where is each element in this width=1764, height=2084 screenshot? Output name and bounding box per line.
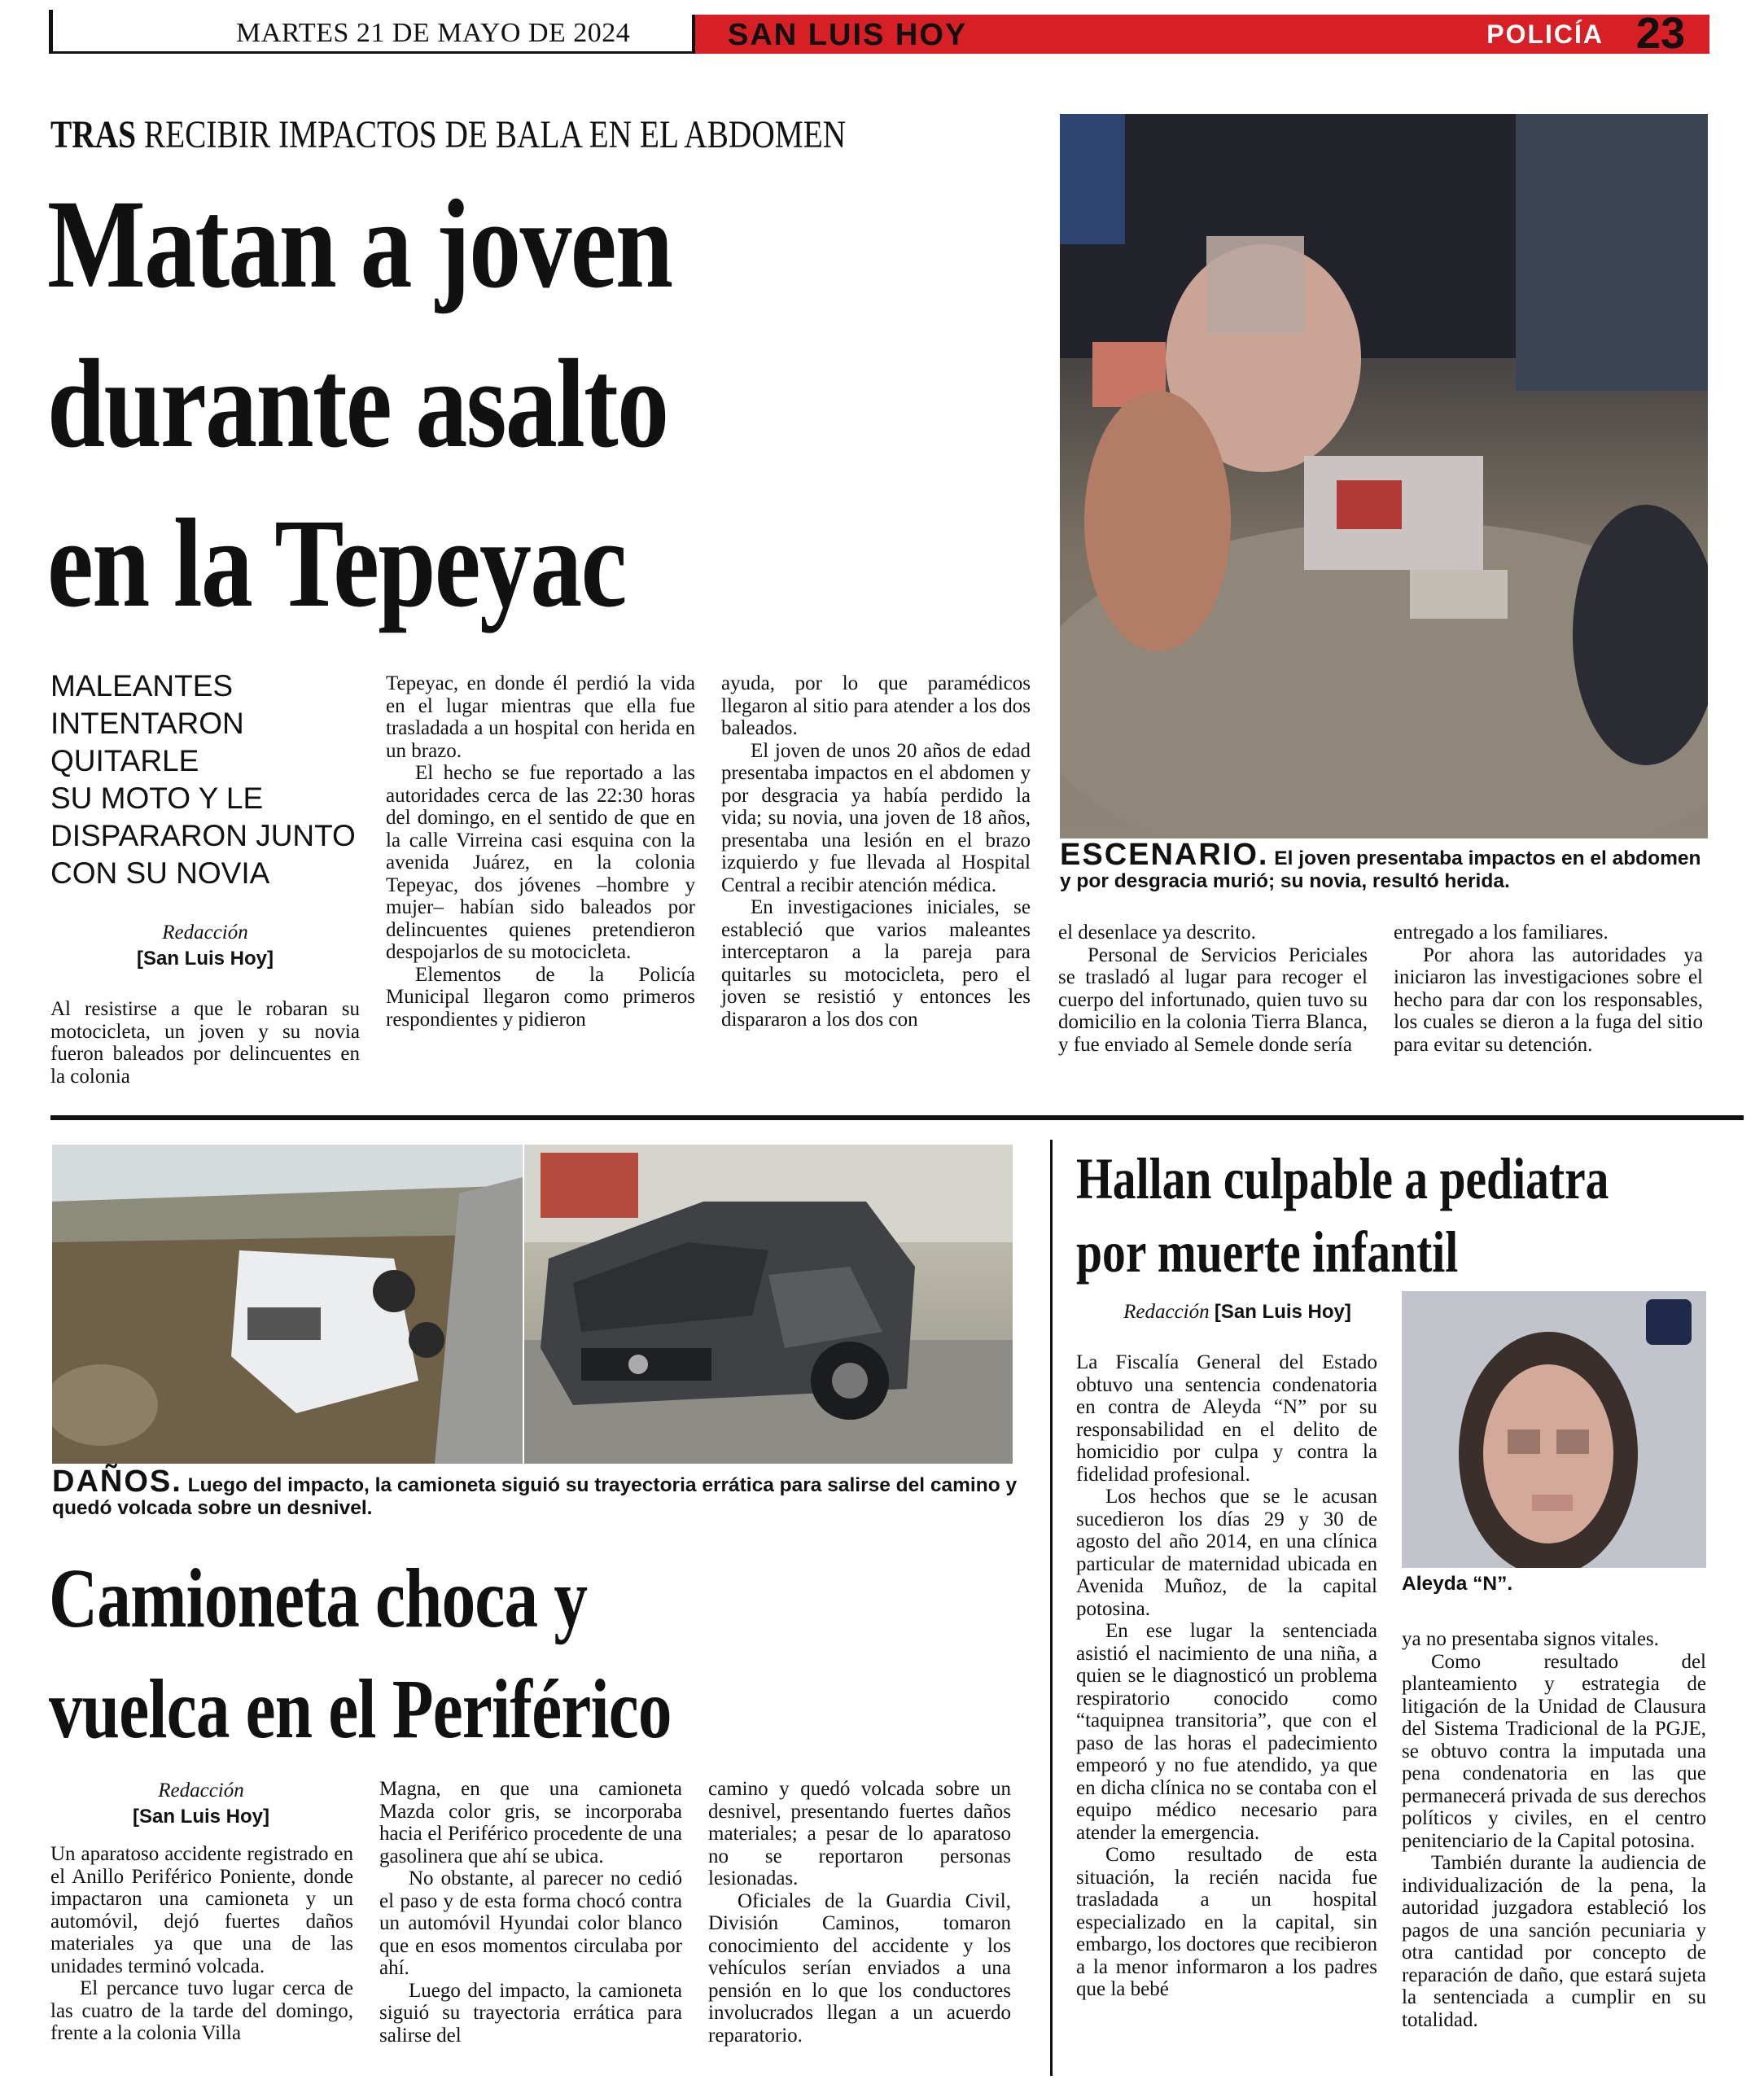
paragraph: La Fiscalía General del Estado obtuvo una sentencia condenatoria en contra de Aleyda “N” por su responsabilidad en el delito de homicidio por culpa y contra la fidelidad profesional. xyxy=(1076,1351,1377,1486)
paragraph: Al resistirse a que le robaran su motocicleta, un joven y su novia fueron baleados por delincuentes en la colonia xyxy=(50,998,360,1088)
kicker-bold: TRAS xyxy=(50,113,136,156)
subhead-line: MALEANTES xyxy=(50,669,234,703)
crime-scene-illustration xyxy=(1060,114,1708,838)
subhead-line: CON SU NOVIA xyxy=(50,856,270,890)
paragraph: Elementos de la Policía Municipal llegaron como primeros respondientes y pidieron xyxy=(386,963,695,1031)
story2-photo-caption xyxy=(52,1464,1029,1520)
section-name: POLICÍA xyxy=(1486,20,1604,49)
paragraph: Como resultado del planteamiento y estrategia de litigación de la Unidad de Clausura del Sistema Tradicional de la PGJE, se obtuvo contra la imputada una pena condenatoria en las que permanecerá privada de sus derechos políticos y civiles, en el centro penitenciario de la Capital potosina. xyxy=(1402,1650,1706,1852)
issue-date: MARTES 21 DE MAYO DE 2024 xyxy=(236,18,631,48)
story1-byline xyxy=(50,920,360,972)
paragraph: El percance tuvo lugar cerca de las cuatro de la tarde del domingo, frente a la colonia Villa xyxy=(50,1977,353,2044)
newspaper-name: SAN LUIS HOY xyxy=(728,18,968,52)
story2-headline-line1: Camioneta choca y xyxy=(49,1552,588,1645)
paragraph: ya no presentaba signos vitales. xyxy=(1402,1628,1659,1650)
paragraph: Un aparatoso accidente registrado en el Anillo Periférico Poniente, donde impactaron una camioneta y un automóvil, dejó fuertes daños materiales ya que una de las unidades terminó volcada. xyxy=(50,1843,353,1977)
story3-headline-line1: Hallan culpable a pediatra xyxy=(1076,1146,1609,1211)
column-divider xyxy=(1050,1140,1053,2076)
story1-column-1 xyxy=(50,998,360,1088)
story1-column-4 xyxy=(1058,922,1368,1056)
story2-column-1 xyxy=(50,1843,353,2045)
story2-column-2 xyxy=(379,1778,682,2047)
story2-column-3 xyxy=(708,1778,1011,2047)
byline-name: Redacción xyxy=(162,922,248,943)
paragraph: El joven de unos 20 años de edad presentaba impactos en el abdomen y por desgracia ya había perdido la vida; su novia, una joven de 18 años, presentaba una lesión en el brazo izquierdo y fue llevada al Hospital Central a recibir atención médica. xyxy=(721,739,1031,896)
byline-name: Redacción xyxy=(158,1780,244,1802)
defendant-illustration xyxy=(1402,1291,1706,1568)
caption-lead: DAÑOS. xyxy=(52,1464,182,1499)
overturned-van-illustration xyxy=(52,1145,523,1464)
byline-name: Redacción xyxy=(1123,1301,1210,1323)
defendant-photo-caption: Aleyda “N”. xyxy=(1402,1573,1513,1595)
paragraph: Personal de Servicios Periciales se trasladó al lugar para recoger el cuerpo del infortunado, quien tuvo su domicilio en la colonia Tierra Blanca, y fue enviado al Semele donde sería xyxy=(1058,943,1368,1056)
paragraph: No obstante, al parecer no cedió el paso y de esta forma chocó contra un automóvil Hyundai color blanco que en esos momentos circulaba por ahí. xyxy=(379,1867,682,1979)
paragraph: En investigaciones iniciales, se estableció que varios maleantes interceptaron a la pareja para quitarles su motocicleta, pero el joven se resistió y entonces les dispararon a los dos con xyxy=(721,896,1031,1031)
byline-source: [San Luis Hoy] xyxy=(132,1806,269,1828)
subhead-line: INTENTARON xyxy=(50,707,244,740)
caption-lead: ESCENARIO. xyxy=(1060,838,1269,872)
paragraph: Por ahora las autoridades ya iniciaron las investigaciones sobre el hecho para dar con los responsables, los cuales se dieron a la fuga del sitio para evitar su detención. xyxy=(1394,943,1703,1056)
paragraph: Como resultado de esta situación, la recién nacida fue trasladada a un hospital especializado en la capital, sin embargo, los doctores que recibieron a la menor informaron a los padres que la bebé xyxy=(1076,1844,1377,2000)
paragraph: el desenlace ya descrito. xyxy=(1058,922,1256,943)
paragraph: camino y quedó volcada sobre un desnivel, presentando fuertes daños materiales; a pesar de lo aparatoso no se reportaron personas lesionadas. xyxy=(708,1778,1011,1889)
story3-column-1 xyxy=(1076,1351,1377,2001)
story2-byline xyxy=(50,1778,352,1830)
damaged-mazda-illustration xyxy=(524,1145,1013,1464)
story1-photo-caption xyxy=(1060,838,1711,893)
story2-headline-line2: vuelca en el Periférico xyxy=(49,1662,672,1756)
kicker-rest: RECIBIR IMPACTOS DE BALA EN EL ABDOMEN xyxy=(143,113,847,156)
story1-headline-line3: en la Tepeyac xyxy=(47,493,626,633)
section-divider xyxy=(50,1115,1744,1120)
paragraph: El hecho se fue reportado a las autoridades cerca de las 22:30 horas del domingo, en el sentido de que en la calle Virreina casi esquina con la avenida Juárez, en la colonia Tepeyac, dos jóvenes –hombre y mujer– habían sido baleados por delincuentes quienes pretendieron despojarlos de su motocicleta. xyxy=(386,762,695,963)
story1-column-3 xyxy=(721,672,1031,1031)
crime-scene-photo xyxy=(1060,114,1708,838)
story3-headline-line2: por muerte infantil xyxy=(1076,1219,1459,1285)
header-bar xyxy=(692,9,1709,58)
paragraph: Luego del impacto, la camioneta siguió su trayectoria errática para salirse del xyxy=(379,1979,682,2047)
paragraph: ayuda, por lo que paramédicos llegaron al sitio para atender a los dos baleados. xyxy=(721,672,1031,739)
story3-byline xyxy=(1083,1299,1392,1325)
header-date-box xyxy=(49,10,692,54)
paragraph: Tepeyac, en donde él perdió la vida en el lugar mientras que ella fue trasladada a un hospital con herida en un brazo. xyxy=(386,672,695,762)
byline-source: [San Luis Hoy] xyxy=(1214,1301,1351,1323)
byline-source: [San Luis Hoy] xyxy=(136,948,274,970)
story1-column-2 xyxy=(386,672,695,1031)
story1-kicker xyxy=(50,112,846,157)
story3-column-2 xyxy=(1402,1628,1706,2031)
story1-headline-line1: Matan a joven xyxy=(47,173,672,314)
subhead-line: SU MOTO Y LE xyxy=(50,782,264,815)
paragraph: Los hechos que se le acusan sucedieron los días 29 y 30 de agosto del año 2014, en una clínica particular de maternidad ubicada en Avenida Muñoz, de la capital potosina. xyxy=(1076,1486,1377,1620)
overturned-van-photo xyxy=(52,1145,523,1464)
paragraph: En ese lugar la sentenciada asistió el nacimiento de una niña, a quien se le diagnosticó un problema respiratorio conocido como “taquipnea transitoria”, que con el paso de las horas el padecimiento empeoró y no fue atendido, ya que en dicha clínica no se contaba con el equipo médico necesario para atender la emergencia. xyxy=(1076,1620,1377,1844)
caption-text: El joven presentaba impactos en el abdomen y por desgracia murió; su novia, resultó herida. xyxy=(1060,847,1701,892)
damaged-mazda-photo xyxy=(524,1145,1013,1464)
defendant-photo xyxy=(1402,1291,1706,1568)
caption-text: Luego del impacto, la camioneta siguió su trayectoria errática para salirse del camino y quedó volcada sobre un desnivel. xyxy=(52,1474,1018,1519)
page-number: 23 xyxy=(1635,9,1685,58)
subhead-line: DISPARARON JUNTO xyxy=(50,819,356,852)
paragraph: Magna, en que una camioneta Mazda color gris, se incorporaba hacia el Periférico procedente de una gasolinera que ahí se ubica. xyxy=(379,1778,682,1867)
paragraph: Oficiales de la Guardia Civil, División Caminos, tomaron conocimiento del accidente y los vehículos serían enviados a una pensión en lo que los conductores involucrados llegan a un acuerdo reparatorio. xyxy=(708,1889,1011,2047)
paragraph: entregado a los familiares. xyxy=(1394,922,1609,943)
paragraph: También durante la audiencia de individualización de la pena, la autoridad juzgadora estableció los pagos de una sanción pecuniaria y otra cantidad por concepto de reparación de daño, que estará sujeta la sentenciada a cumplir en su totalidad. xyxy=(1402,1852,1706,2031)
subhead-line: QUITARLE xyxy=(50,744,199,777)
story1-column-5 xyxy=(1394,922,1703,1056)
story1-headline-line2: durante asalto xyxy=(47,333,668,474)
story1-subhead xyxy=(50,668,360,892)
